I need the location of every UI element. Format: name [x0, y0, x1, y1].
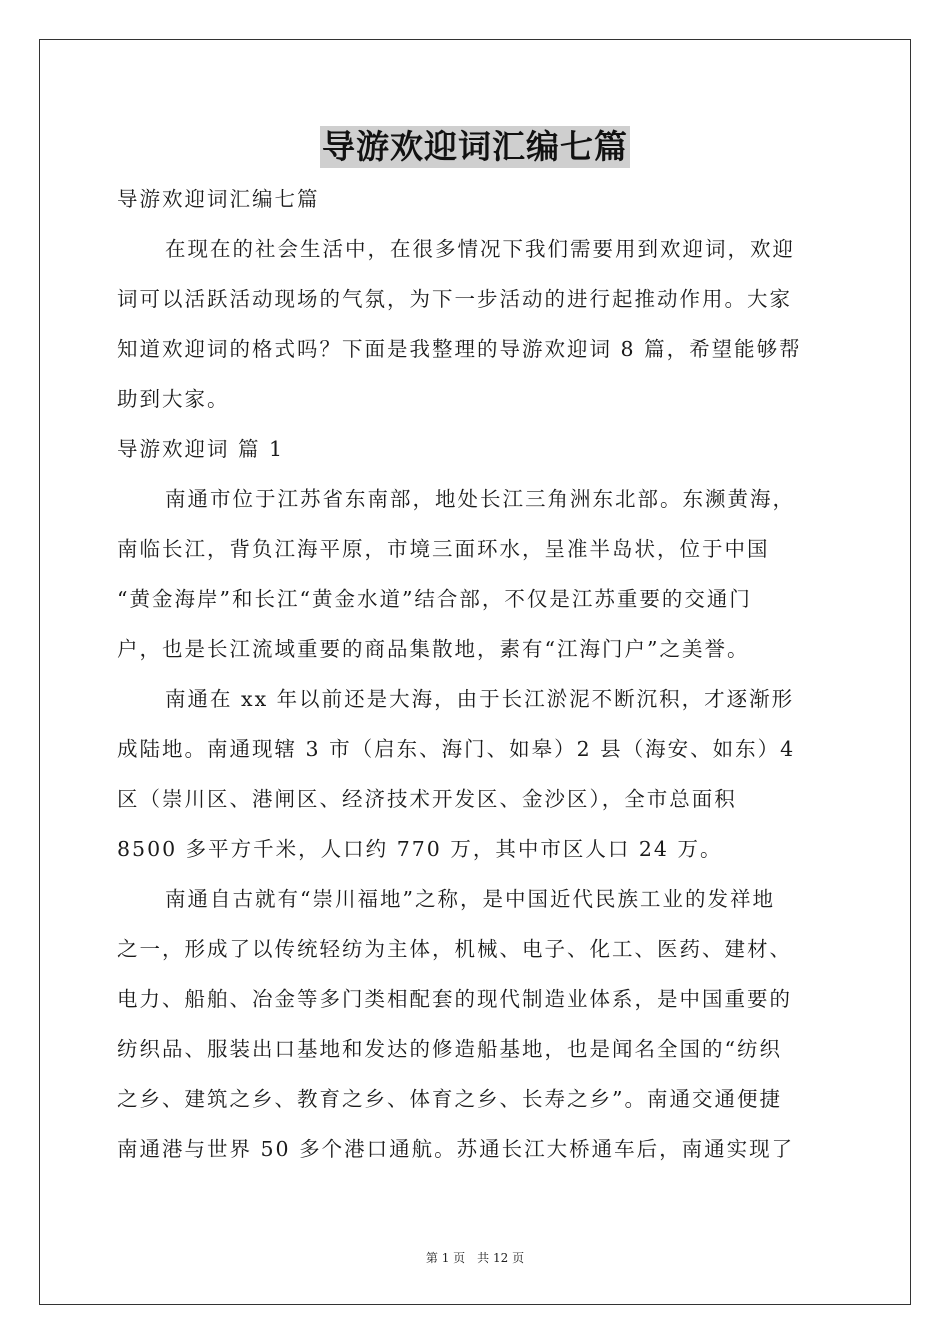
paragraph-line: 区（崇川区、港闸区、经济技术开发区、金沙区），全市总面积 [117, 787, 737, 811]
paragraph-line: 纺织品、服装出口基地和发达的修造船基地，也是闻名全国的“纺织 [117, 1037, 782, 1061]
paragraph-line: 成陆地。南通现辖 3 市（启东、海门、如皋）2 县（海安、如东）4 [117, 737, 796, 761]
paragraph-line: 助到大家。 [117, 387, 230, 411]
document-title-block [0, 126, 950, 168]
document-body [117, 181, 833, 1181]
document-title: 导游欢迎词汇编七篇 [322, 127, 628, 166]
paragraph-line: 电力、船舶、冶金等多门类相配套的现代制造业体系，是中国重要的 [117, 987, 792, 1011]
paragraph-line: 导游欢迎词汇编七篇 [117, 187, 320, 211]
paragraph-line: 在现在的社会生活中，在很多情况下我们需要用到欢迎词，欢迎 [165, 237, 795, 261]
paragraph-line: 南通在 xx 年以前还是大海，由于长江淤泥不断沉积，才逐渐形 [165, 687, 795, 711]
section-heading: 导游欢迎词 篇 1 [117, 437, 285, 461]
paragraph-line: 8500 多平方千米，人口约 770 万，其中市区人口 24 万。 [117, 837, 723, 861]
paragraph-line: 南通自古就有“崇川福地”之称，是中国近代民族工业的发祥地 [165, 887, 775, 911]
paragraph-line: 南通港与世界 50 多个港口通航。苏通长江大桥通车后，南通实现了 [117, 1137, 795, 1161]
paragraph-line: 之一，形成了以传统轻纺为主体，机械、电子、化工、医药、建材、 [117, 937, 792, 961]
page-footer: 第 1 页 共 12 页 [425, 1251, 525, 1265]
paragraph-line: 词可以活跃活动现场的气氛，为下一步活动的进行起推动作用。大家 [117, 287, 792, 311]
paragraph-line: 户，也是长江流域重要的商品集散地，素有“江海门户”之美誉。 [117, 637, 750, 661]
paragraph-line: 南临长江，背负江海平原，市境三面环水，呈准半岛状，位于中国 [117, 537, 770, 561]
paragraph-line: 之乡、建筑之乡、教育之乡、体育之乡、长寿之乡”。南通交通便捷 [117, 1087, 782, 1111]
paragraph-line: 南通市位于江苏省东南部，地处长江三角洲东北部。东濒黄海， [165, 487, 795, 511]
paragraph-line: “黄金海岸”和长江“黄金水道”结合部，不仅是江苏重要的交通门 [117, 587, 752, 611]
paragraph-line: 知道欢迎词的格式吗？下面是我整理的导游欢迎词 8 篇，希望能够帮 [117, 337, 802, 361]
